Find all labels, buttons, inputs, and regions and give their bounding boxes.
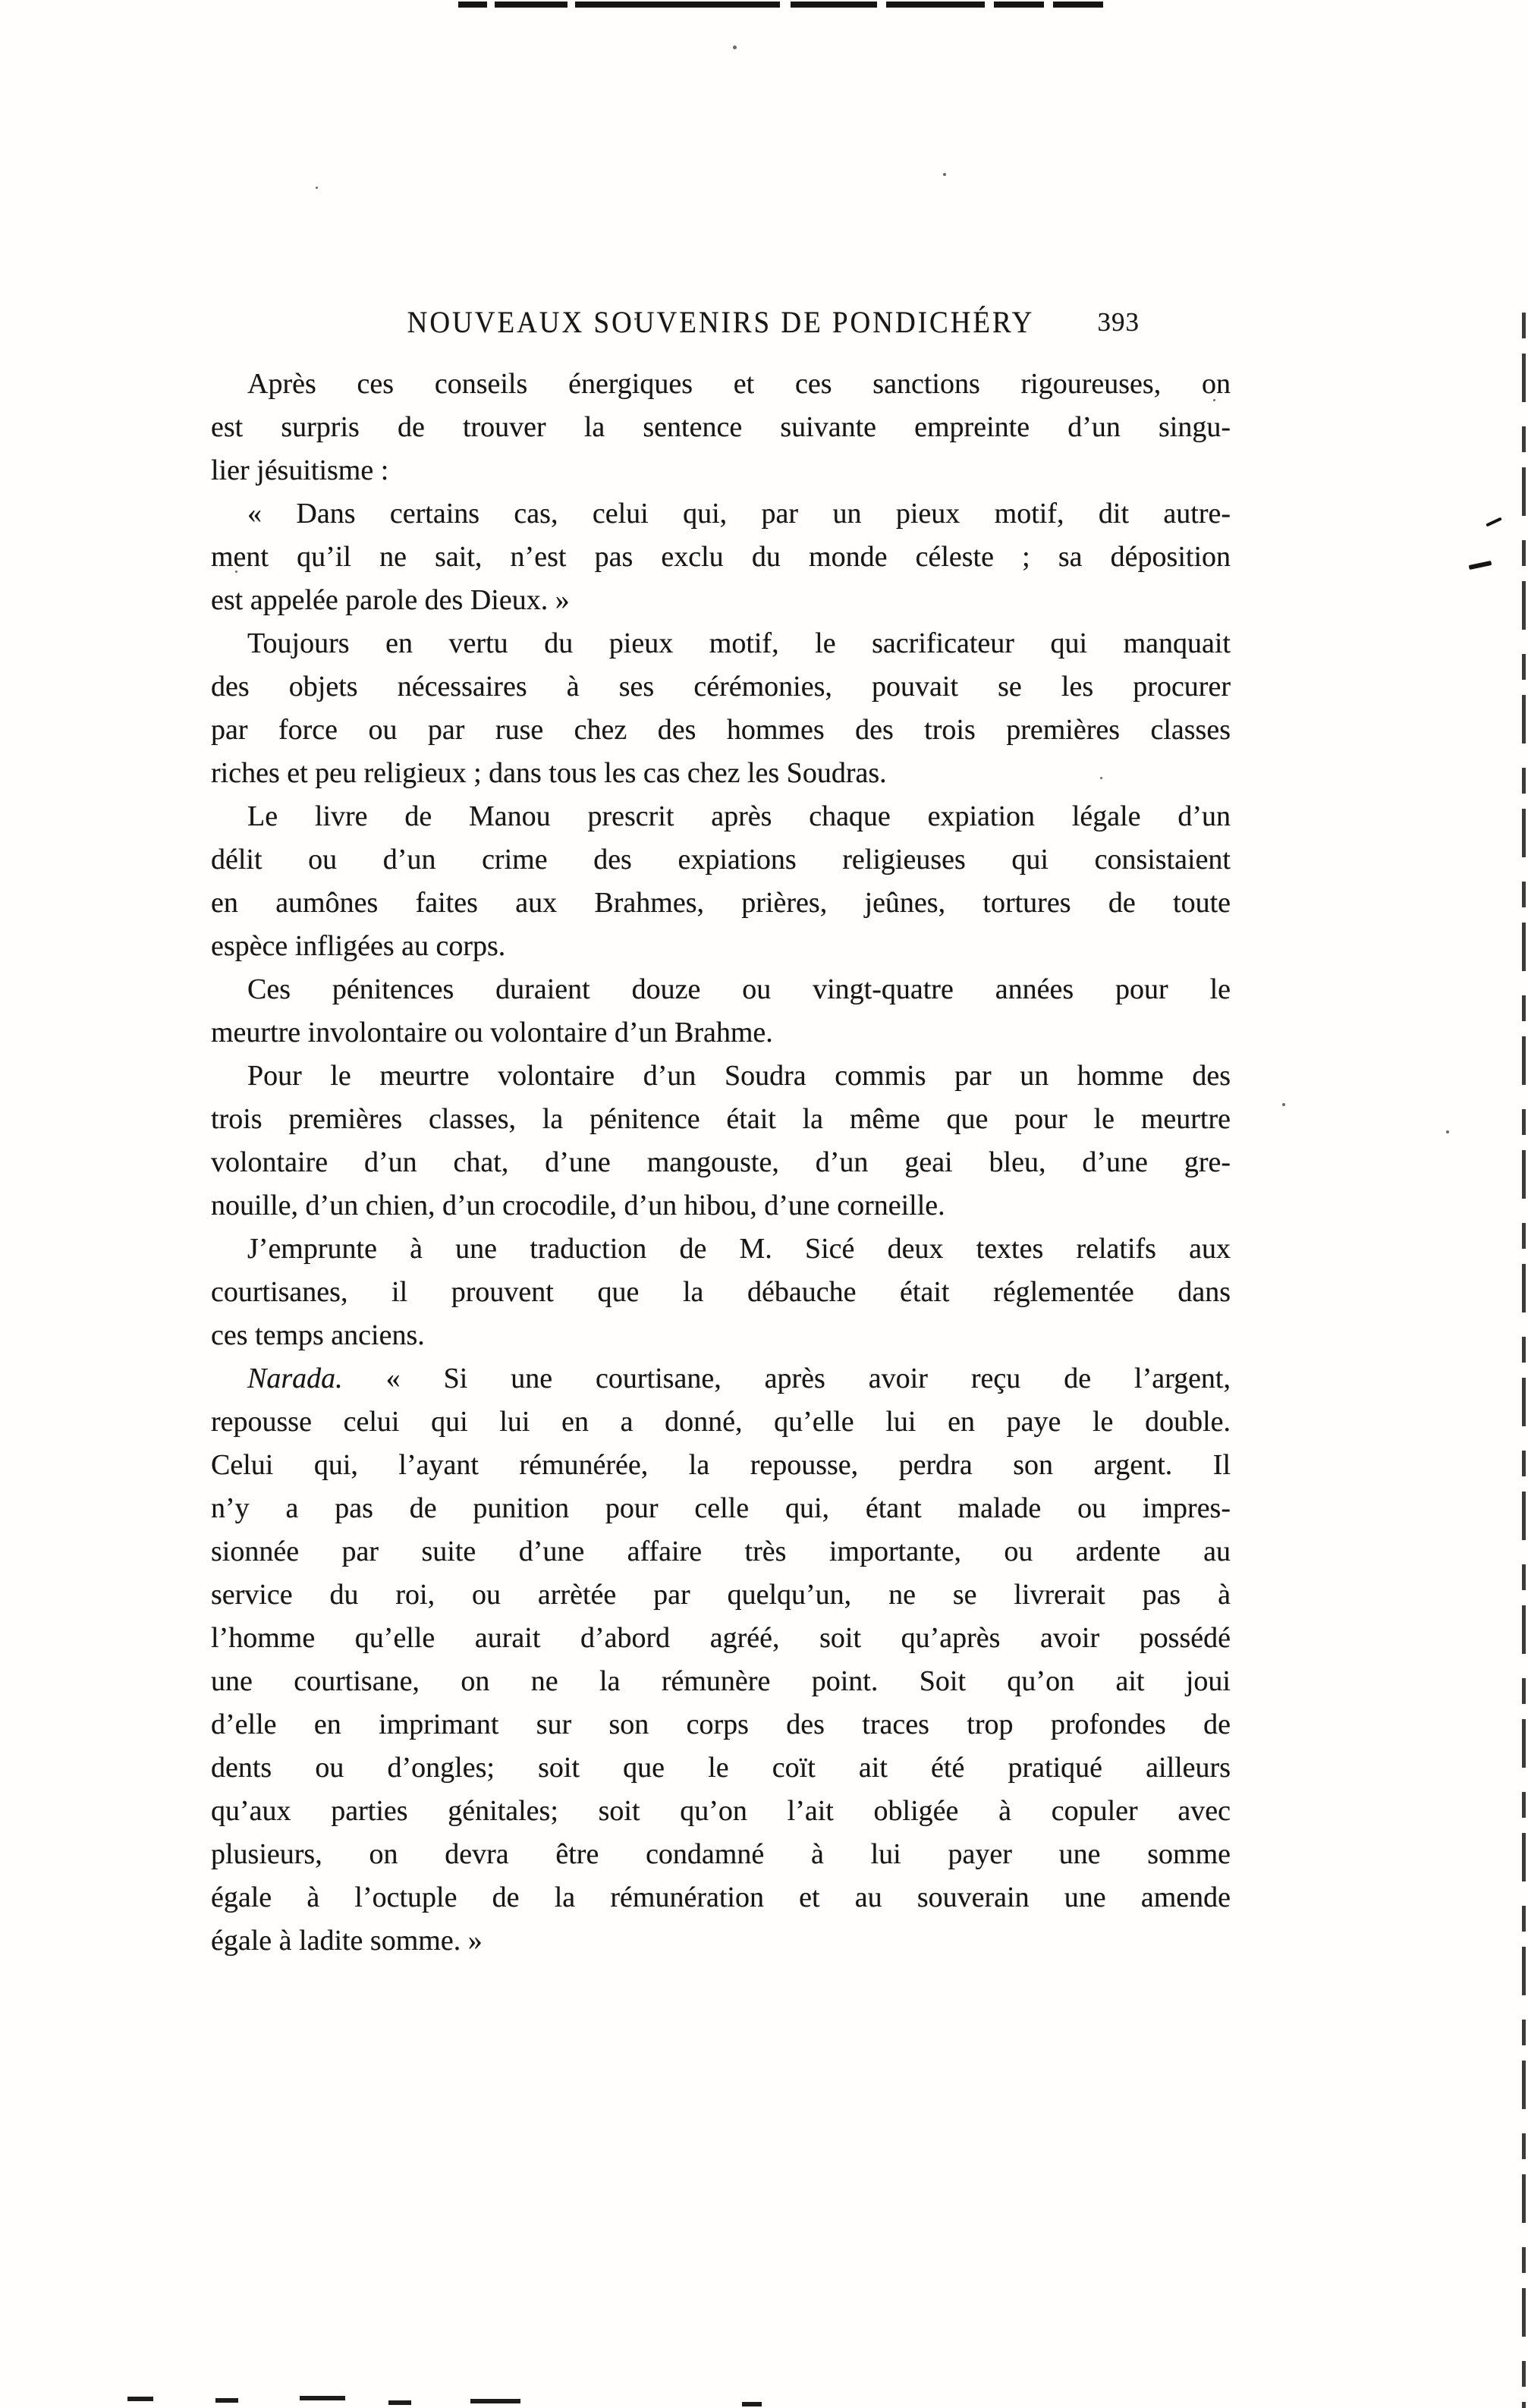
text-line: Toujours en vertu du pieux motif, le sacrificateur qui manquait [247, 627, 1231, 659]
text-line: volontaire d’un chat, d’une mangouste, d’un geai bleu, d’une gre- [211, 1146, 1231, 1178]
text-line: égale à l’octuple de la rémunération et au souverain une amende [211, 1881, 1231, 1913]
text-line: qu’aux parties génitales; soit qu’on l’ait obligée à copuler avec [211, 1795, 1231, 1827]
scan-artifact-bottom-dash [300, 2396, 345, 2400]
scan-artifact-bottom-dash [388, 2400, 411, 2405]
scan-tick-mark [1469, 561, 1492, 570]
scan-speck [1282, 1103, 1285, 1106]
text-line: espèce infligées au corps. [211, 930, 506, 962]
text-line: nouille, d’un chien, d’un crocodile, d’un hibou, d’une corneille. [211, 1190, 945, 1221]
text-line: est appelée parole des Dieux. » [211, 584, 570, 616]
text-line: d’elle en imprimant sur son corps des traces trop profondes de [211, 1709, 1231, 1740]
text-line: service du roi, ou arrètée par quelqu’un, ne se livrerait pas à [211, 1579, 1231, 1611]
scan-speck [316, 187, 318, 189]
running-title: NOUVEAUX SOUVENIRS DE PONDICHÉRY [407, 306, 1035, 340]
body-text [211, 363, 1231, 1963]
scan-artifact-right-edge [1522, 313, 1526, 2408]
text-line: « Dans certains cas, celui qui, par un pieux motif, dit autre- [247, 498, 1231, 530]
text-line: égale à ladite somme. » [211, 1925, 483, 1957]
scan-speck [1446, 1130, 1449, 1133]
text-line: est surpris de trouver la sentence suivante empreinte d’un singu- [211, 411, 1231, 443]
text-line: en aumônes faites aux Brahmes, prières, jeûnes, tortures de toute [211, 887, 1231, 919]
text-line: Après ces conseils énergiques et ces sanctions rigoureuses, on [247, 368, 1231, 400]
text-line: ces temps anciens. [211, 1319, 425, 1351]
text-line: dents ou d’ongles; soit que le coït ait été pratiqué ailleurs [211, 1752, 1231, 1784]
paragraph [211, 1357, 1231, 1963]
paragraph [211, 363, 1231, 492]
paragraph [211, 1055, 1231, 1228]
scan-artifact-bottom-dash [127, 2397, 153, 2401]
scan-artifact-bottom-dash [742, 2402, 762, 2406]
scan-artifact-top-edge [454, 2, 1137, 8]
italic-lead: Narada. [247, 1363, 343, 1394]
text-line: Le livre de Manou prescrit après chaque expiation légale d’un [247, 800, 1231, 832]
text-line: Ces pénitences duraient douze ou vingt-quatre années pour le [247, 973, 1231, 1005]
text-line: des objets nécessaires à ses cérémonies, pouvait se les procurer [211, 671, 1231, 703]
text-line: délit ou d’un crime des expiations religieuses qui consistaient [211, 844, 1231, 875]
scan-tick-mark [1486, 517, 1502, 527]
text-line: courtisanes, il prouvent que la débauche était réglementée dans [211, 1276, 1231, 1308]
page-header [212, 307, 1229, 349]
text-line: une courtisane, on ne la rémunère point. Soit qu’on ait joui [211, 1665, 1231, 1697]
paragraph [211, 1228, 1231, 1357]
text-line: l’homme qu’elle aurait d’abord agréé, soit qu’après avoir possédé [211, 1622, 1231, 1654]
text-line: Narada. « Si une courtisane, après avoir reçu de l’argent, [247, 1363, 1231, 1394]
paragraph [211, 492, 1231, 622]
page-number: 393 [1097, 307, 1140, 337]
text-line: J’emprunte à une traduction de M. Sicé deux textes relatifs aux [247, 1233, 1231, 1265]
scan-artifact-bottom-dash [215, 2398, 238, 2403]
text-line: riches et peu religieux ; dans tous les cas chez les Soudras. [211, 757, 887, 789]
text-line: ment qu’il ne sait, n’est pas exclu du monde céleste ; sa déposition [211, 541, 1231, 573]
text-line: repousse celui qui lui en a donné, qu’elle lui en paye le double. [211, 1406, 1231, 1438]
scan-artifact-bottom-dash [470, 2399, 520, 2403]
paragraph [211, 795, 1231, 968]
text-line: par force ou par ruse chez des hommes des trois premières classes [211, 714, 1231, 746]
text-line: n’y a pas de punition pour celle qui, étant malade ou impres- [211, 1492, 1231, 1524]
text-line: meurtre involontaire ou volontaire d’un Brahme. [211, 1017, 773, 1048]
text-line: trois premières classes, la pénitence était la même que pour le meurtre [211, 1103, 1231, 1135]
paragraph [211, 968, 1231, 1055]
text-line: Pour le meurtre volontaire d’un Soudra commis par un homme des [247, 1060, 1231, 1092]
scan-speck [943, 173, 946, 176]
text-line: lier jésuitisme : [211, 454, 389, 486]
text-line: Celui qui, l’ayant rémunérée, la repousse, perdra son argent. Il [211, 1449, 1231, 1481]
scan-speck [733, 46, 737, 49]
text-line: sionnée par suite d’une affaire très importante, ou ardente au [211, 1536, 1231, 1567]
text-line: plusieurs, on devra être condamné à lui payer une somme [211, 1838, 1231, 1870]
paragraph [211, 622, 1231, 795]
